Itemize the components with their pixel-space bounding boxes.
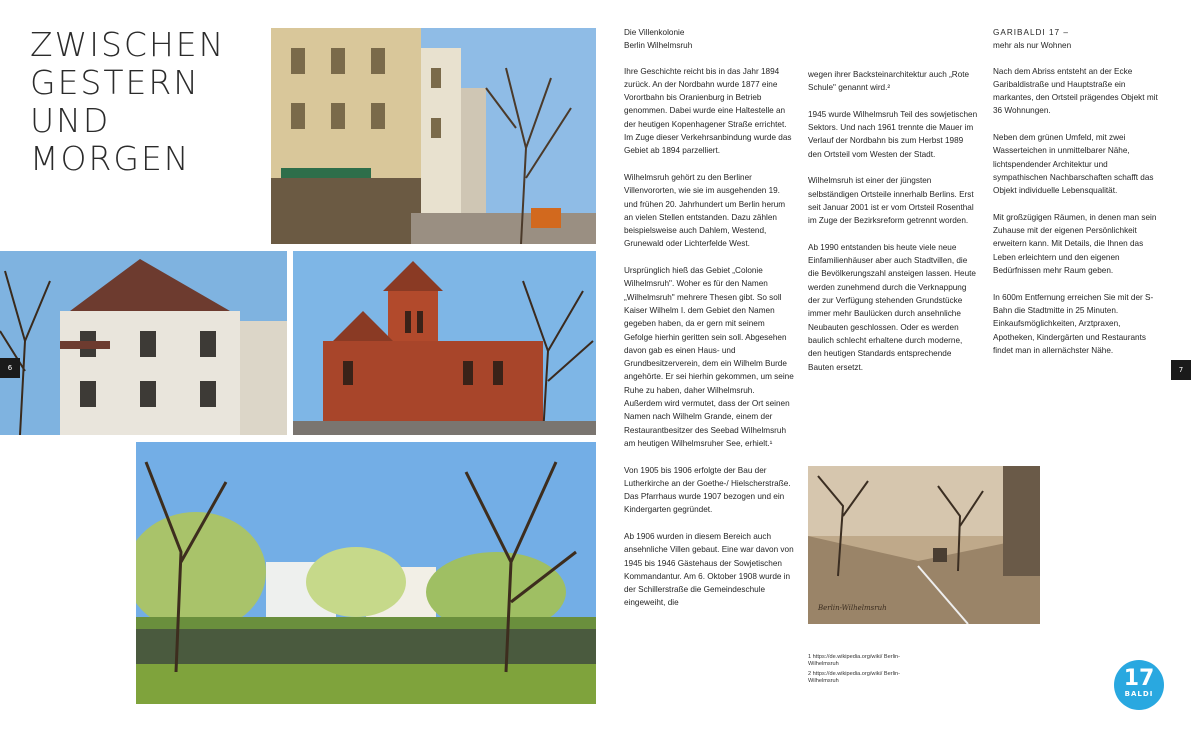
paragraph: Wilhelmsruh gehört zu den Berliner Villenvororten, wie sie im ausgehenden 19. und frühen 20. Jahrhundert um Berlin herum an vielen Stellen entstanden. Dazu zählen beispielsweise auch Dahlem, Westend, Grunewald oder Lichterfelde West. [624,172,786,249]
page-title [30,26,265,178]
logo-text: BALDI [1124,690,1154,698]
text-column-3 [993,26,1163,370]
page-number-left: 6 [0,358,20,378]
paragraph: Wilhelmsruh ist einer der jüngsten selbständigen Ortsteile innerhalb Berlins. Erst seit Januar 2001 ist er vom Ortsteil Rosenthal im Zuge der Bezirksreform getrennt worden. [808,176,974,226]
text-column-1 [624,26,794,623]
historic-photo [808,466,1040,624]
title-line-4: MORGEN [30,139,191,178]
heading-line: Berlin Wilhelmsruh [624,41,693,51]
paragraph: Ursprünglich hieß das Gebiet „Colonie Wilhelmsruh". Woher es für den Namen „Wilhelmsruh" mehrere Thesen gibt. So soll Kaiser Wilhelm I. dem Gebiet den Namen gegeben haben, da er gern mit seinem Gefolge hierhin geritten sein soll. Abgesehen davon gab es einen Haus- und Grundbesitzerverein, dem ein Wilhelm Burde angehörte. Er sei hierhin gekommen, um seine Ruhe zu haben, daher Wilhelmsruh. Außerdem wird vermutet, dass der Ort seinen Namen nach Wilhelm Grande, einem der Restaurantbesitzer des Seebad Wilhelmsruh am heutigen Wilhelmsruher See, erhielt.¹ [624,266,794,448]
church-photo [293,251,596,435]
paragraph: Ihre Geschichte reicht bis in das Jahr 1894 zurück. An der Nordbahn wurde 1877 eine Vorortbahn bis Oranienburg in Betrieb genommen. Dabei wurde eine Haltestelle an der heutigen Kopenhagener Straße errichtet. Im Zuge dieser Verkehrsanbindung wurde das Gebiet ab 1894 parzelliert. [624,66,792,156]
heading-line: GARIBALDI 17 – [993,28,1069,37]
text-column-2 [808,68,978,387]
garibaldi-logo [1114,660,1164,710]
footnote: 1 https://de.wikipedia.org/wiki/ Berlin-Wilhelmsruh [808,654,901,667]
street-photo [271,28,596,244]
heading-line: Die Villenkolonie [624,28,685,37]
paragraph: Nach dem Abriss entsteht an der Ecke Garibaldistraße und Hauptstraße ein markantes, den Ortsteil prägendes Objekt mit 36 Wohnungen. [993,66,1158,116]
paragraph: In 600m Entfernung erreichen Sie mit der S-Bahn die Stadtmitte in 25 Minuten. Einkaufsmöglichkeiten, Arztpraxen, Apotheken, Kindergärten und Restaurants findet man in allernächster Nähe. [993,292,1154,355]
logo-number: 17 [1123,666,1155,691]
footnotes [808,654,908,688]
park-photo [136,442,596,704]
paragraph: Neben dem grünen Umfeld, mit zwei Wasserteichen in unmittelbarer Nähe, lichtspendender Architektur und sympathischen Nachbarschaften schafft das Objekt individuelle Lebensqualität. [993,133,1154,196]
paragraph: wegen ihrer Backsteinarchitektur auch „Rote Schule" genannt wird.² [808,70,970,93]
footnote: 2 https://de.wikipedia.org/wiki/ Berlin-Wilhelmsruh [808,671,901,684]
heading-line: mehr als nur Wohnen [993,41,1072,51]
paragraph: 1945 wurde Wilhelmsruh Teil des sowjetischen Sektors. Und nach 1961 trennte die Mauer im Verlauf der Nordbahn bis zum Herbst 1989 den Ortsteil vom Westen der Stadt. [808,109,978,159]
column-1-heading [624,26,794,53]
paragraph: Ab 1990 entstanden bis heute viele neue Einfamilienhäuser aber auch Stadtvillen, die die Bevölkerungszahl ansteigen lassen. Heute werden zunehmend durch die Verknappung der zur Verfügung stehenden Grundstücke immer mehr Baulücken durch ansehnliche Neubauten geschlossen. Oder es werden baulich schlecht erhaltene durch moderne, den heutigen Standards entsprechende Bauten ersetzt. [808,242,976,372]
villa-photo [0,251,287,435]
title-line-1: ZWISCHEN [30,25,226,64]
title-line-3: UND [30,101,111,140]
paragraph: Mit großzügigen Räumen, in denen man sein Zuhause mit der eigenen Persönlichkeit erweitern kann. Mit Details, die Ihnen das Leben erleichtern und den eigenen Bedürfnissen mehr Raum geben. [993,212,1157,276]
column-3-heading [993,26,1163,53]
paragraph: Von 1905 bis 1906 erfolgte der Bau der Lutherkirche an der Goethe-/ Hielscherstraße. Das Pfarrhaus wurde 1907 bezogen und ein Kindergarten gegründet. [624,465,791,515]
page-number-right: 7 [1171,360,1191,380]
paragraph: Ab 1906 wurden in diesem Bereich auch ansehnliche Villen gebaut. Eine war davon von 1945 bis 1946 Gästehaus der Sowjetischen Kommandantur. Am 6. Oktober 1908 wurde in der Schillerstraße die Gemeindeschule eingeweiht, die [624,531,794,608]
historic-photo-caption: Berlin-Wilhelmsruh [818,604,887,612]
title-line-2: GESTERN [30,63,200,102]
